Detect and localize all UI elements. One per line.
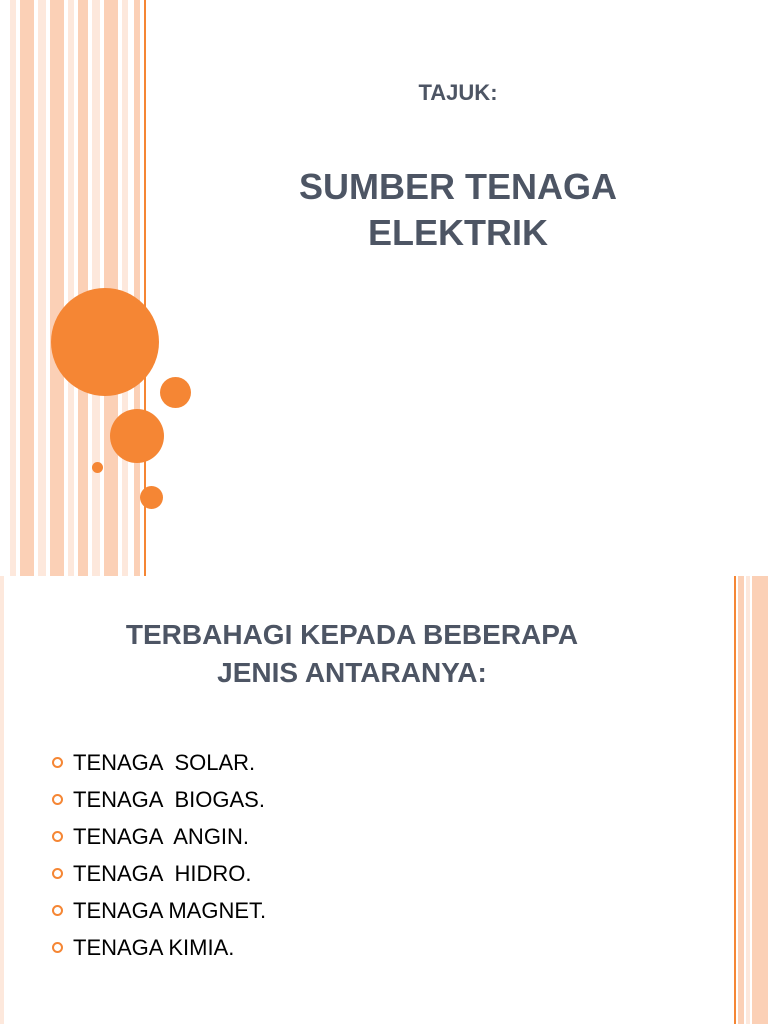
decorative-circle-tiny (92, 462, 103, 473)
hollow-circle-icon (52, 757, 63, 768)
slide-title-line-1: SUMBER TENAGA (298, 166, 617, 207)
list-item-label: TENAGA SOLAR. (73, 749, 256, 775)
decorative-stripe (78, 0, 88, 576)
list-item (52, 892, 266, 929)
decorative-circle-medium (110, 409, 164, 463)
decorative-stripe (0, 576, 4, 1024)
list-item-label: TENAGA BIOGAS. (73, 786, 265, 812)
slide-heading-line-1: TERBAHAGI KEPADA BEBERAPA (125, 619, 579, 650)
decorative-stripe (50, 0, 64, 576)
decorative-circle-large (51, 288, 159, 396)
decorative-stripe (746, 576, 750, 1024)
decorative-stripe (122, 0, 128, 576)
decorative-stripe (20, 0, 34, 576)
slide-heading (52, 616, 652, 692)
decorative-circle-small (160, 377, 191, 408)
hollow-circle-icon (52, 942, 63, 953)
decorative-stripe (68, 0, 74, 576)
content-slide (0, 576, 768, 1024)
list-item (52, 818, 266, 855)
list-item (52, 744, 266, 781)
decorative-stripe (734, 576, 736, 1024)
list-item (52, 929, 266, 966)
decorative-stripe (752, 576, 768, 1024)
decorative-stripe (738, 576, 744, 1024)
hollow-circle-icon (52, 794, 63, 805)
slide-title (232, 164, 684, 256)
energy-type-list (52, 744, 266, 966)
list-item-label: TENAGA ANGIN. (73, 823, 250, 849)
list-item (52, 781, 266, 818)
slide-title-line-2: ELEKTRIK (368, 212, 548, 253)
list-item (52, 855, 266, 892)
hollow-circle-icon (52, 905, 63, 916)
list-item-label: TENAGA KIMIA. (73, 934, 235, 960)
list-item-label: TENAGA HIDRO. (73, 860, 252, 886)
decorative-circle-small (140, 486, 163, 509)
decorative-stripe (134, 0, 140, 576)
slide-heading-line-2: JENIS ANTARANYA: (217, 657, 487, 688)
decorative-stripe (10, 0, 16, 576)
hollow-circle-icon (52, 831, 63, 842)
list-item-label: TENAGA MAGNET. (73, 897, 267, 923)
decorative-stripe (38, 0, 46, 576)
hollow-circle-icon (52, 868, 63, 879)
slide-subtitle: TAJUK: (418, 80, 498, 105)
